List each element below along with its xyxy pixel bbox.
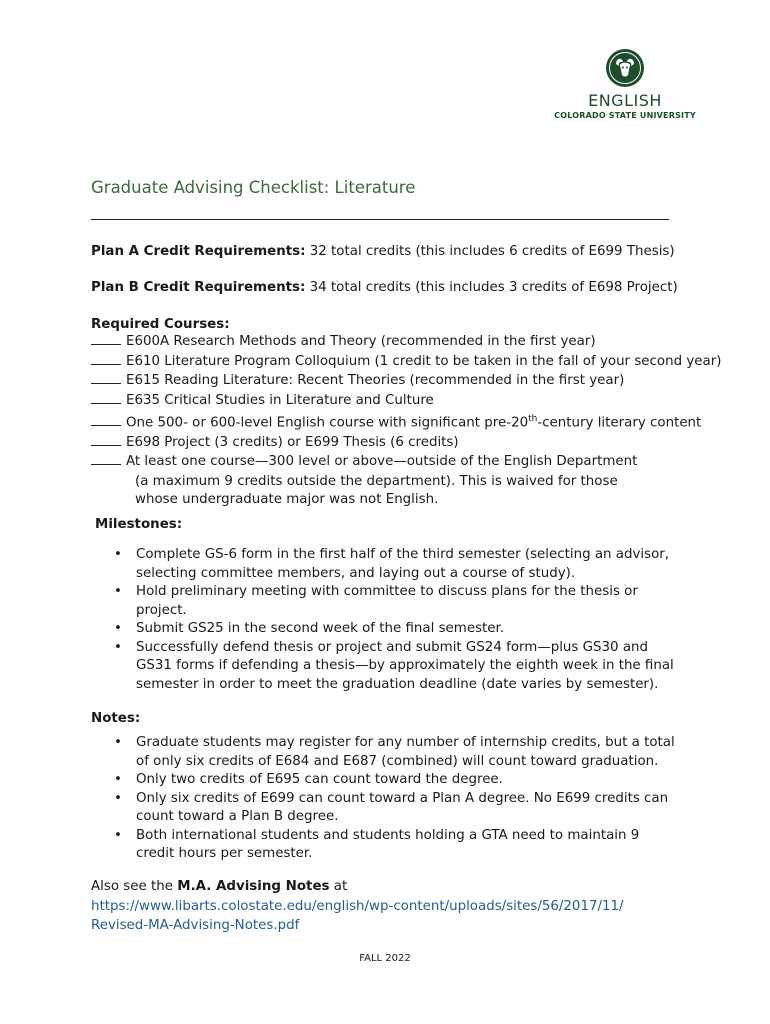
- checkbox-blank[interactable]: [91, 371, 121, 384]
- checkbox-blank[interactable]: [91, 433, 121, 446]
- also-see-paragraph: [91, 877, 624, 936]
- course-text-continuation: whose undergraduate major was not English.: [135, 492, 439, 508]
- checkbox-blank[interactable]: [91, 391, 121, 404]
- checkbox-blank[interactable]: [91, 352, 121, 365]
- checkbox-blank[interactable]: [91, 332, 121, 345]
- checklist-item: [91, 452, 721, 472]
- plan-b-text: 34 total credits (this includes 3 credits of E698 Project): [305, 280, 678, 295]
- required-courses-list: [91, 332, 721, 508]
- course-text-continuation: (a maximum 9 credits outside the department). This is waived for those: [135, 473, 618, 489]
- list-item: [112, 771, 675, 790]
- advising-notes-link[interactable]: [91, 897, 624, 917]
- milestone-text: Hold preliminary meeting with committee to discuss plans for the thesis or project.: [136, 584, 638, 618]
- page-footer: FALL 2022: [359, 953, 411, 964]
- bullet-icon: •: [114, 621, 122, 636]
- course-text: One 500- or 600-level English course with significant pre-20: [126, 415, 529, 431]
- checklist-item: [91, 352, 721, 372]
- note-text: Both international students and students holding a GTA need to maintain 9 credit hours per semester.: [136, 827, 640, 861]
- advising-notes-link-cont[interactable]: [91, 916, 624, 936]
- list-item: [112, 620, 674, 639]
- list-item: [112, 546, 674, 583]
- list-item: [112, 639, 674, 695]
- milestone-text: Successfully defend thesis or project and submit GS24 form—plus GS30 and GS31 forms if defending a thesis—by approximately the eighth week in the final semester in order to meet the graduation deadline (date varies by semester).: [136, 639, 674, 692]
- advising-notes-title: M.A. Advising Notes: [177, 879, 330, 894]
- note-text: Graduate students may register for any number of internship credits, but a total of only six credits of E684 and E687 (combined) will count toward graduation.: [136, 735, 675, 769]
- bullet-icon: •: [114, 827, 122, 843]
- department-name: ENGLISH: [588, 91, 662, 110]
- checkbox-blank[interactable]: [91, 452, 121, 465]
- bullet-icon: •: [114, 584, 122, 599]
- course-text: At least one course—300 level or above—outside of the English Department: [126, 454, 638, 470]
- advising-notes-link-line2[interactable]: Revised-MA-Advising-Notes.pdf: [91, 918, 300, 933]
- course-text: E635 Critical Studies in Literature and Culture: [126, 392, 434, 408]
- note-text: Only two credits of E695 can count toward the degree.: [136, 772, 503, 787]
- milestone-text: Submit GS25 in the second week of the final semester.: [136, 621, 505, 636]
- course-text: E698 Project (3 credits) or E699 Thesis (6 credits): [126, 434, 459, 450]
- milestones-list: [112, 546, 674, 694]
- list-item: [112, 734, 675, 771]
- bullet-icon: •: [114, 547, 122, 562]
- also-see-line: [91, 877, 624, 897]
- notes-heading: Notes:: [91, 711, 141, 726]
- list-item: [112, 790, 675, 827]
- checklist-item: [91, 391, 721, 411]
- plan-a-label: Plan A Credit Requirements:: [91, 244, 306, 259]
- superscript-th: th: [528, 414, 538, 424]
- notes-list: [112, 734, 675, 864]
- department-logo: [540, 48, 710, 122]
- page-title: Graduate Advising Checklist: Literature: [91, 178, 416, 197]
- milestones-heading: Milestones:: [95, 517, 183, 532]
- also-see-suffix: at: [329, 879, 348, 894]
- note-text: Only six credits of E699 can count toward a Plan A degree. No E699 credits can count toward a Plan B degree.: [136, 790, 669, 824]
- plan-b-label: Plan B Credit Requirements:: [91, 280, 306, 295]
- also-see-prefix: Also see the: [91, 879, 178, 894]
- required-courses-heading: Required Courses:: [91, 317, 230, 332]
- title-divider: [91, 219, 669, 220]
- plan-b-requirements: [91, 278, 678, 297]
- checklist-item: [91, 433, 721, 453]
- plan-a-requirements: [91, 242, 675, 261]
- bullet-icon: •: [114, 639, 122, 655]
- csu-ram-seal-icon: [605, 48, 645, 88]
- checklist-item: [91, 332, 721, 352]
- milestone-text: Complete GS-6 form in the first half of the third semester (selecting an advisor, selecting committee members, and laying out a course of study).: [136, 547, 670, 581]
- course-text-tail: -century literary content: [537, 415, 702, 431]
- checkbox-blank[interactable]: [91, 413, 121, 426]
- list-item: [112, 827, 675, 864]
- course-text: E610 Literature Program Colloquium (1 credit to be taken in the fall of your second year): [126, 353, 722, 369]
- course-text: E600A Research Methods and Theory (recommended in the first year): [126, 334, 596, 349]
- bullet-icon: •: [114, 790, 122, 806]
- checklist-item: [91, 410, 721, 433]
- course-text: E615 Reading Literature: Recent Theories (recommended in the first year): [126, 373, 625, 388]
- list-item: [112, 583, 674, 620]
- bullet-icon: •: [114, 735, 122, 750]
- bullet-icon: •: [114, 772, 122, 787]
- checklist-item: [91, 371, 721, 391]
- plan-a-text: 32 total credits (this includes 6 credits of E699 Thesis): [305, 244, 675, 259]
- university-name: COLORADO STATE UNIVERSITY: [554, 111, 696, 120]
- advising-notes-link-line1[interactable]: https://www.libarts.colostate.edu/english/wp-content/uploads/sites/56/2017/11/: [91, 898, 624, 914]
